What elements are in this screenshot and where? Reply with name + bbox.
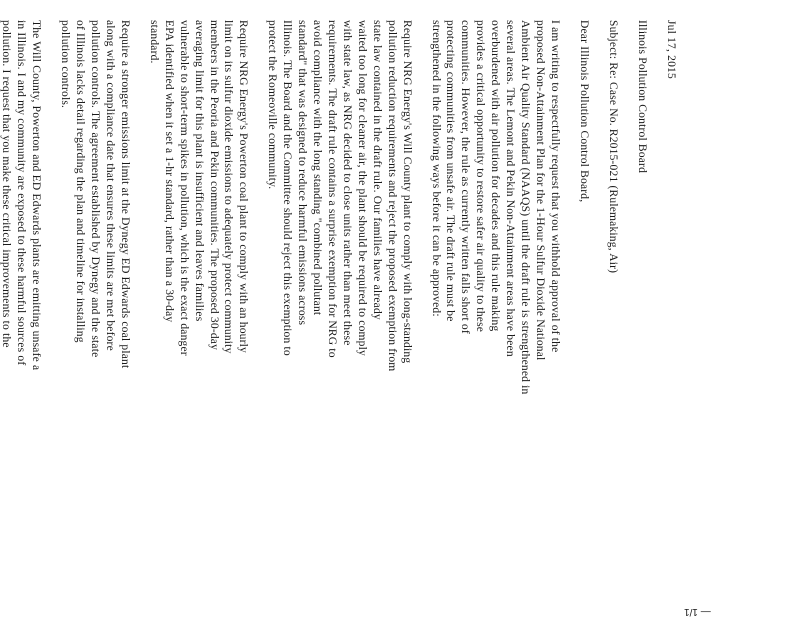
- page-mark: — 1/1: [684, 606, 711, 617]
- paragraph-line: pollution. I request that you make these critical improvements to the: [0, 20, 13, 348]
- paragraph-line: vulnerable to short-term spikes in pollution, which is the exact danger: [177, 20, 190, 356]
- paragraph-line: with state law, as NRG decided to close units rather than meet these: [340, 20, 353, 346]
- subject-line: Subject: Re: Case No. R2015-021 (Rulemaking, Air): [606, 20, 619, 274]
- paragraph-line: Require NRG Energy's Will County plant to comply with long-standing: [400, 20, 413, 364]
- paragraph-line: protecting communities from unsafe air. The draft rule must be: [444, 20, 457, 322]
- paragraph-line: strengthened in the following ways before it can be approved:: [429, 20, 442, 317]
- paragraph-line: waited too long for cleaner air, the plant should be required to comply: [355, 20, 368, 356]
- paragraph-line: several areas. The Lemont and Pekin Non-Attainment areas have been: [504, 20, 517, 357]
- paragraph-line: avoid compliance with the long standing "combined pollutant: [311, 20, 324, 316]
- paragraph-line: averaging limit for this plant is insufficient and leaves families: [192, 20, 205, 322]
- paragraph-line: Require a stronger emissions limit at the Dynegy ED Edwards coal plant: [118, 20, 131, 369]
- paragraph-line: pollution reduction requirements and reject the proposed exemption from: [385, 20, 398, 372]
- paragraph-line: state law contained in the draft rule. Our families have already: [370, 20, 383, 320]
- paragraph-line: EPA identified when it set a 1-hr standard, rather than a 30-day: [162, 20, 175, 323]
- paragraph-line: proposed Non-Attainment Plan for the 1-Hour Sulfur Dioxide National: [533, 20, 546, 361]
- paragraph-line: members in the Peoria and Pekin communities. The proposed 30-day: [207, 20, 220, 351]
- paragraph-line: pollution controls.: [59, 20, 72, 109]
- paragraph-line: along with a compliance date that ensures these limits are met before: [104, 20, 116, 351]
- salutation: Dear Illinois Pollution Control Board,: [577, 20, 590, 203]
- paragraph-line: standard.: [147, 20, 160, 64]
- paragraph-line: standard" that was designed to reduce harmful emissions across: [296, 20, 309, 326]
- letter-date: Jul 17, 2015: [665, 20, 677, 79]
- paragraph-line: in Illinois. I and my community are exposed to these harmful sources of: [15, 20, 28, 366]
- paragraph-line: I am writing to respectfully request that you withhold approval of the: [548, 20, 561, 353]
- paragraph-line: requirements. The draft rule contains a surprise exemption for NRG to: [326, 20, 339, 358]
- paragraph-line: Require NRG Energy's Powerton coal plant to comply with an hourly: [237, 20, 250, 353]
- paragraph-line: overburdened with air pollution for decades and this rule making: [489, 20, 502, 332]
- paragraph-line: limit on its sulfur dioxide emissions to adequately protect community: [222, 20, 235, 354]
- paragraph-line: The Will County, Powerton and ED Edwards plants are emitting unsafe a: [30, 20, 43, 371]
- paragraph-line: pollution controls. The agreement established by Dynegy and the state: [89, 20, 102, 358]
- addressee: Illinois Pollution Control Board: [635, 20, 648, 174]
- paragraph-line: provides a critical opportunity to restore safer air quality to these: [474, 20, 487, 333]
- paragraph-line: Illinois. The Board and the Committee should reject this exemption to: [281, 20, 294, 356]
- paragraph-line: communities. However, the rule as currently written falls short of: [459, 20, 472, 334]
- paragraph-line: Ambient Air Quality Standard (NAAQS) until the draft rule is strengthened in: [518, 20, 531, 395]
- paragraph-line: of Illinois lacks detail regarding the plan and timeline for installing: [74, 20, 87, 343]
- paragraph-line: protect the Romeoville community.: [266, 20, 279, 190]
